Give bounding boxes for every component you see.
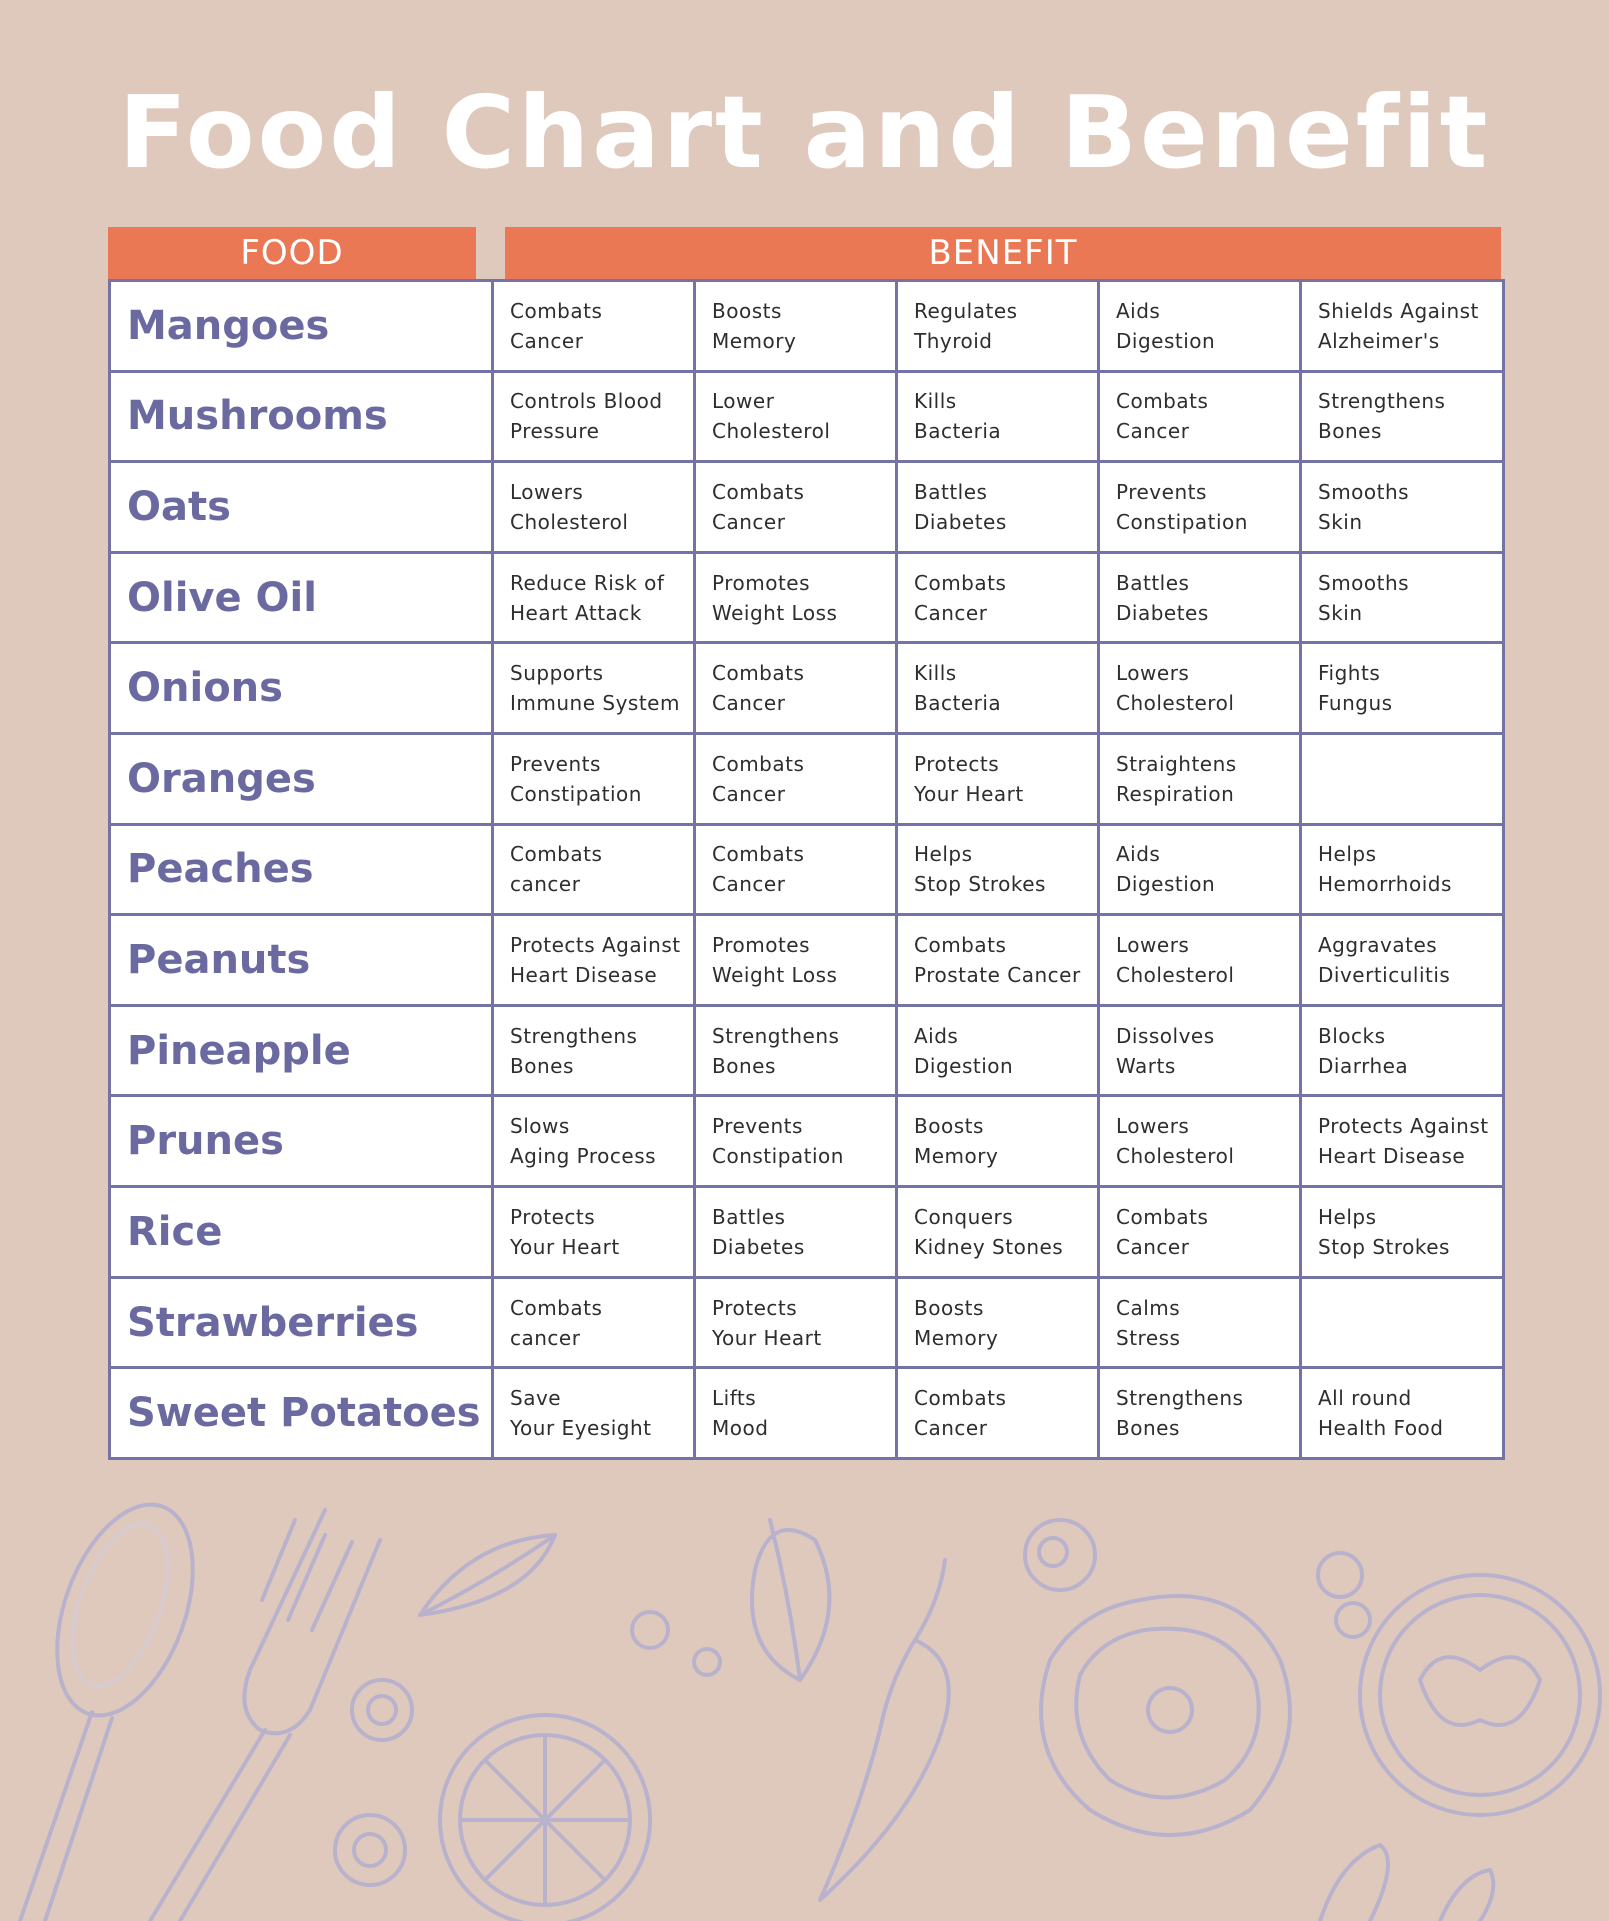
benefit-cell: Helps Hemorrhoids bbox=[1301, 824, 1504, 915]
table-row bbox=[110, 1277, 1504, 1368]
benefit-cell: Battles Diabetes bbox=[897, 462, 1099, 553]
table-row bbox=[110, 915, 1504, 1006]
benefit-cell: Helps Stop Strokes bbox=[897, 824, 1099, 915]
table-row bbox=[110, 734, 1504, 825]
benefit-cell: Reduce Risk of Heart Attack bbox=[493, 552, 695, 643]
benefit-cell: Strengthens Bones bbox=[695, 1005, 897, 1096]
benefit-cell: Protects Your Heart bbox=[695, 1277, 897, 1368]
benefit-cell: Combats Cancer bbox=[1099, 1187, 1301, 1278]
food-name: Mangoes bbox=[110, 281, 493, 372]
chili-pepper-doodle bbox=[820, 1560, 949, 1900]
berry-doodle bbox=[1318, 1553, 1362, 1597]
food-name: Onions bbox=[110, 643, 493, 734]
food-name: Oats bbox=[110, 462, 493, 553]
benefit-cell: Blocks Diarrhea bbox=[1301, 1005, 1504, 1096]
benefit-cell: Fights Fungus bbox=[1301, 643, 1504, 734]
carrot-doodle bbox=[1440, 1870, 1493, 1921]
food-name: Sweet Potatoes bbox=[110, 1368, 493, 1459]
benefit-cell: Smooths Skin bbox=[1301, 462, 1504, 553]
benefit-cell: Combats Cancer bbox=[695, 734, 897, 825]
benefit-cell: Aids Digestion bbox=[897, 1005, 1099, 1096]
benefit-cell: Promotes Weight Loss bbox=[695, 915, 897, 1006]
benefit-cell: Aids Digestion bbox=[1099, 281, 1301, 372]
table-row bbox=[110, 552, 1504, 643]
page-title: Food Chart and Benefit bbox=[118, 74, 1491, 191]
food-name: Rice bbox=[110, 1187, 493, 1278]
benefit-cell: Boosts Memory bbox=[695, 281, 897, 372]
benefit-cell: Combats cancer bbox=[493, 1277, 695, 1368]
benefit-cell: Slows Aging Process bbox=[493, 1096, 695, 1187]
food-name: Strawberries bbox=[110, 1277, 493, 1368]
benefit-cell: Calms Stress bbox=[1099, 1277, 1301, 1368]
benefit-cell: Protects Your Heart bbox=[493, 1187, 695, 1278]
benefit-cell: Combats Cancer bbox=[897, 1368, 1099, 1459]
benefit-cell: Strengthens Bones bbox=[1301, 371, 1504, 462]
food-name: Prunes bbox=[110, 1096, 493, 1187]
benefit-cell: Boosts Memory bbox=[897, 1277, 1099, 1368]
table-row bbox=[110, 371, 1504, 462]
benefit-cell: Lowers Cholesterol bbox=[493, 462, 695, 553]
mushroom-slice-doodle bbox=[335, 1815, 405, 1885]
benefit-cell bbox=[1301, 734, 1504, 825]
benefit-cell: Kills Bacteria bbox=[897, 643, 1099, 734]
food-name: Peaches bbox=[110, 824, 493, 915]
benefit-cell: Combats Prostate Cancer bbox=[897, 915, 1099, 1006]
benefit-cell: Regulates Thyroid bbox=[897, 281, 1099, 372]
table-row bbox=[110, 1096, 1504, 1187]
food-benefit-table bbox=[108, 279, 1505, 1460]
leaf-doodle bbox=[420, 1535, 555, 1615]
food-name: Oranges bbox=[110, 734, 493, 825]
benefit-cell: Boosts Memory bbox=[897, 1096, 1099, 1187]
tomato-slice-doodle bbox=[1360, 1575, 1600, 1815]
benefit-cell: Helps Stop Strokes bbox=[1301, 1187, 1504, 1278]
benefit-cell: Strengthens Bones bbox=[493, 1005, 695, 1096]
food-name: Mushrooms bbox=[110, 371, 493, 462]
benefit-cell: Prevents Constipation bbox=[695, 1096, 897, 1187]
benefit-cell: Strengthens Bones bbox=[1099, 1368, 1301, 1459]
table-row bbox=[110, 462, 1504, 553]
benefit-cell: Battles Diabetes bbox=[1099, 552, 1301, 643]
food-doodle-decoration bbox=[0, 1480, 1609, 1921]
benefit-cell: Combats Cancer bbox=[493, 281, 695, 372]
table-row bbox=[110, 824, 1504, 915]
food-column-header: FOOD bbox=[108, 227, 476, 279]
benefit-cell: Combats cancer bbox=[493, 824, 695, 915]
benefit-cell: Combats Cancer bbox=[695, 643, 897, 734]
benefit-cell: Promotes Weight Loss bbox=[695, 552, 897, 643]
benefit-cell: Lifts Mood bbox=[695, 1368, 897, 1459]
benefit-cell: Protects Against Heart Disease bbox=[1301, 1096, 1504, 1187]
table-row bbox=[110, 281, 1504, 372]
mushroom-slice-doodle bbox=[352, 1680, 412, 1740]
benefit-cell: Aids Digestion bbox=[1099, 824, 1301, 915]
benefit-cell: Protects Against Heart Disease bbox=[493, 915, 695, 1006]
benefit-cell bbox=[1301, 1277, 1504, 1368]
benefit-cell: Kills Bacteria bbox=[897, 371, 1099, 462]
benefit-cell: Prevents Constipation bbox=[493, 734, 695, 825]
benefit-cell: Shields Against Alzheimer's bbox=[1301, 281, 1504, 372]
olive-slice-doodle bbox=[1025, 1520, 1095, 1590]
benefit-cell: Battles Diabetes bbox=[695, 1187, 897, 1278]
bell-pepper-slice-doodle bbox=[1041, 1596, 1290, 1835]
berry-doodle bbox=[1336, 1603, 1370, 1637]
food-name: Olive Oil bbox=[110, 552, 493, 643]
benefit-cell: Combats Cancer bbox=[695, 824, 897, 915]
benefit-cell: Lowers Cholesterol bbox=[1099, 1096, 1301, 1187]
berry-doodle bbox=[632, 1612, 668, 1648]
table-row bbox=[110, 1005, 1504, 1096]
orange-slice-doodle bbox=[440, 1715, 650, 1921]
benefit-cell: All round Health Food bbox=[1301, 1368, 1504, 1459]
benefit-cell: Aggravates Diverticulitis bbox=[1301, 915, 1504, 1006]
benefit-cell: Protects Your Heart bbox=[897, 734, 1099, 825]
food-name: Pineapple bbox=[110, 1005, 493, 1096]
benefit-cell: Combats Cancer bbox=[1099, 371, 1301, 462]
fork-doodle bbox=[150, 1510, 380, 1921]
benefit-cell: Controls Blood Pressure bbox=[493, 371, 695, 462]
benefit-cell: Prevents Constipation bbox=[1099, 462, 1301, 553]
table-row bbox=[110, 1187, 1504, 1278]
benefit-cell: Lowers Cholesterol bbox=[1099, 643, 1301, 734]
food-name: Peanuts bbox=[110, 915, 493, 1006]
benefit-cell: Smooths Skin bbox=[1301, 552, 1504, 643]
benefit-cell: Straightens Respiration bbox=[1099, 734, 1301, 825]
benefit-cell: Combats Cancer bbox=[897, 552, 1099, 643]
carrot-doodle bbox=[1320, 1845, 1388, 1921]
benefit-cell: Lowers Cholesterol bbox=[1099, 915, 1301, 1006]
leaf-doodle bbox=[752, 1520, 829, 1680]
table-row bbox=[110, 1368, 1504, 1459]
benefit-cell: Combats Cancer bbox=[695, 462, 897, 553]
berry-doodle bbox=[694, 1649, 720, 1675]
benefit-cell: Conquers Kidney Stones bbox=[897, 1187, 1099, 1278]
benefit-cell: Supports Immune System bbox=[493, 643, 695, 734]
benefit-cell: Dissolves Warts bbox=[1099, 1005, 1301, 1096]
benefit-cell: Lower Cholesterol bbox=[695, 371, 897, 462]
benefit-cell: Save Your Eyesight bbox=[493, 1368, 695, 1459]
benefit-column-header: BENEFIT bbox=[505, 227, 1501, 279]
table-row bbox=[110, 643, 1504, 734]
